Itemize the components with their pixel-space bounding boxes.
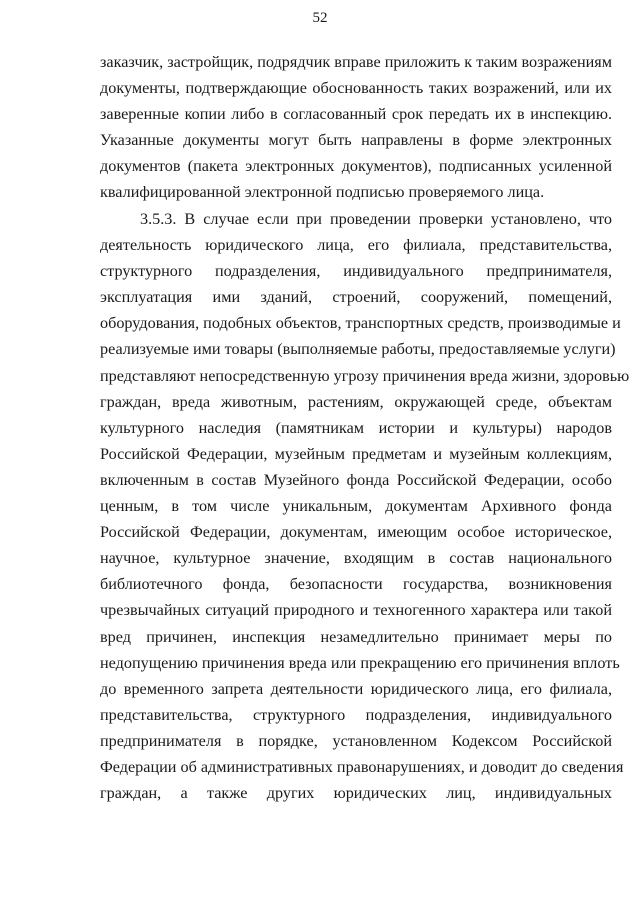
text-line: библиотечного фонда, безопасности государства, возникновения (100, 575, 612, 594)
text-line: вред причинен, инспекция незамедлительно принимает меры по (100, 627, 612, 646)
text-line: Указанные документы могут быть направлены в форме электронных (100, 131, 612, 150)
text-line: эксплуатация ими зданий, строений, сооружений, помещений, (100, 288, 612, 307)
text-line: ценным, в том числе уникальным, документам Архивного фонда (100, 497, 612, 516)
text-line: заказчик, застройщик, подрядчик вправе приложить к таким возражениям (100, 53, 612, 71)
text-line: Федерации об административных правонарушениях, и доводит до сведения (100, 757, 624, 776)
paragraph-objections (100, 49, 612, 206)
text-line: оборудования, подобных объектов, транспортных средств, производимые и (100, 314, 621, 333)
text-line: чрезвычайных ситуаций природного и техногенного характера или такой (100, 601, 612, 620)
text-line: граждан, а также других юридических лиц, индивидуальных (100, 784, 612, 803)
text-line: культурного наследия (памятникам истории и культуры) народов (100, 418, 612, 437)
text-line: включенным в состав Музейного фонда Российской Федерации, особо (100, 470, 612, 489)
text-line: структурного подразделения, индивидуального предпринимателя, (100, 262, 612, 281)
text-line: научное, культурное значение, входящим в состав национального (100, 549, 612, 568)
text-line: граждан, вреда животным, растениям, окружающей среде, объектам (100, 392, 612, 411)
page-number: 52 (312, 10, 328, 26)
text-line: квалифицированной электронной подписью проверяемого лица. (100, 183, 545, 202)
text-line: до временного запрета деятельности юридического лица, его филиала, (100, 679, 612, 698)
paragraph-3-5-3 (100, 206, 630, 806)
text-line: представительства, структурного подразделения, индивидуального (100, 705, 612, 724)
text-line: реализуемые ими товары (выполняемые работы, предоставляемые услуги) (100, 340, 616, 359)
text-line: 3.5.3. В случае если при проведении проверки установлено, что (140, 210, 612, 228)
text-line: недопущению причинения вреда или прекращению его причинения вплоть (100, 653, 620, 672)
text-line: документы, подтверждающие обоснованность таких возражений, или их (100, 79, 612, 98)
text-line: заверенные копии либо в согласованный срок передать их в инспекцию. (100, 105, 612, 124)
text-line: представляют непосредственную угрозу причинения вреда жизни, здоровью (100, 366, 630, 385)
text-line: Российской Федерации, документам, имеющим особое историческое, (100, 523, 612, 542)
text-line: предпринимателя в порядке, установленном Кодексом Российской (100, 731, 612, 750)
text-line: документов (пакета электронных документов), подписанных усиленной (100, 157, 612, 176)
text-line: Российской Федерации, музейным предметам и музейным коллекциям, (100, 444, 612, 463)
text-line: деятельность юридического лица, его филиала, представительства, (100, 236, 612, 255)
